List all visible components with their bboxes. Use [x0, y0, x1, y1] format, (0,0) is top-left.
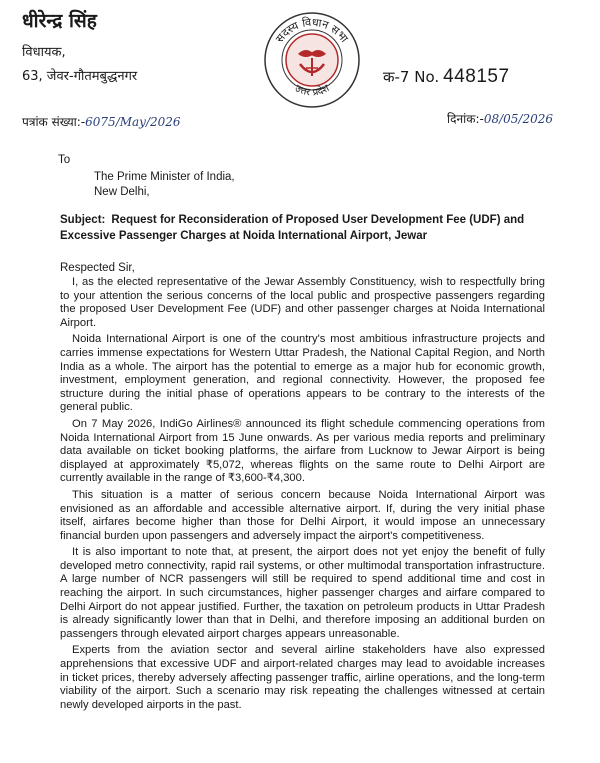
body-paragraph: Experts from the aviation sector and several airline stakeholders have also expressed apprehensions that excessive UDF and airport-related charges may lead to avoidable increases in ticket prices, thereby adversely affecting passenger traffic, airline operations, and the long-term viability of the airport. Such a scenario may risk repeating the challenges witnessed at certain newly developed airports in the past.: [60, 644, 545, 711]
letter-body: [60, 276, 545, 715]
emblem-bottom-text: उत्तर प्रदेश: [292, 83, 332, 99]
subject-line: [60, 212, 545, 244]
subject-label: Subject:: [60, 214, 106, 226]
body-paragraph: It is also important to note that, at present, the airport does not yet enjoy the benefit of fully developed metro connectivity, rapid rail systems, or other multimodal transportation infrastructure. A large number of NCR passengers will still be required to spend additional time and cost in reaching the airport. In such circumstances, higher passenger charges and airfare compared to Delhi Airport do not appear justified. Further, the taxation on petroleum products in Uttar Pradesh is already significantly lower than that in Delhi, and therefore imposing an additional burden on passengers through elevated airport charges appears unreasonable.: [60, 546, 545, 640]
emblem-top-text: सदस्य विधान सभा: [273, 15, 351, 46]
body-paragraph: This situation is a matter of serious concern because Noida International Airport was envisioned as an affordable and accessible alternative airport. If, during the very initial phase itself, airfares become higher than those for Delhi Airport, it would impose an unnecessary financial burden upon passengers and adversely impact the airport's competitiveness.: [60, 488, 545, 542]
date-value: 08/05/2026: [483, 112, 554, 126]
serial-value: 448157: [443, 66, 510, 87]
constituency-address: 63, जेवर-गौतमबुद्धनगर: [22, 69, 138, 84]
assembly-emblem-seal: [262, 10, 362, 110]
legislator-name: धीरेन्द्र सिंह: [22, 10, 97, 32]
date-label: दिनांक:-: [447, 112, 484, 126]
designation: विधायक,: [22, 45, 66, 60]
reference-label: पत्रांक संख्या:-: [22, 115, 86, 129]
reference-number: [22, 113, 181, 130]
serial-label: क-7 No.: [383, 68, 440, 86]
letter-date: [447, 110, 553, 127]
addressee-line: The Prime Minister of India,: [94, 171, 235, 183]
body-paragraph: Noida International Airport is one of the country's most ambitious infrastructure projects and carries immense expectations for Western Uttar Pradesh, the National Capital Region, and North India as a whole. The airport has the potential to emerge as a major hub for economic growth, investment, employment generation, and regional connectivity. However, the proposed fee structure during the initial phase of operations appears to be contrary to the interests of the general public.: [60, 333, 545, 414]
body-paragraph: I, as the elected representative of the Jewar Assembly Constituency, wish to respectfully bring to your attention the serious concerns of the local public and prospective passengers regarding the proposed User Development Fee (UDF) and other passenger charges at Noida International Airport.: [60, 276, 545, 329]
addressee-block: [94, 170, 235, 200]
reference-value: 6075/May/2026: [85, 115, 181, 129]
body-paragraph: On 7 May 2026, IndiGo Airlines® announced its flight schedule commencing operations from Noida International Airport from 15 June onwards. As per various media reports and preliminary data available on ticket booking platforms, the airfare from Lucknow to Jewar Airport is being displayed at approximately ₹5,072, whereas flights on the same route to Delhi Airport are currently available in the range of ₹3,600-₹4,300.: [60, 417, 545, 485]
salutation: Respected Sir,: [60, 262, 135, 274]
serial-number: [383, 66, 510, 88]
to-label: To: [58, 154, 71, 166]
addressee-line: New Delhi,: [94, 186, 150, 198]
subject-text: Request for Reconsideration of Proposed User Development Fee (UDF) and Excessive Passenger Charges at Noida International Airport, Jewar: [60, 214, 525, 242]
